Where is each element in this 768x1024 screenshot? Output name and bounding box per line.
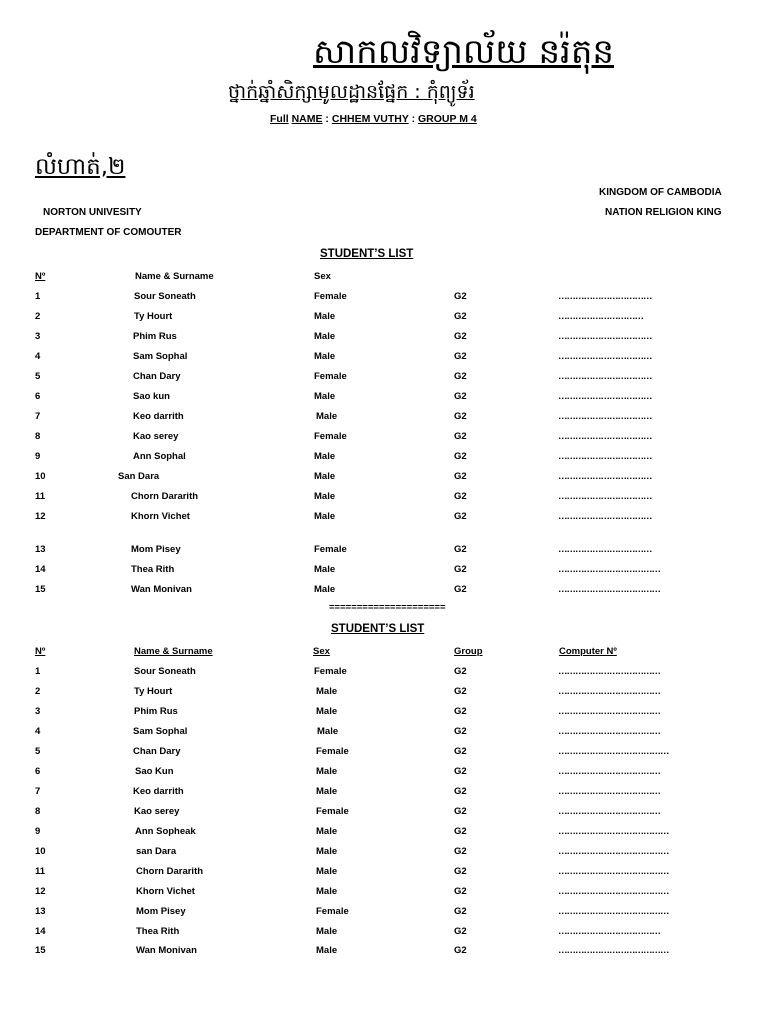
list1-row-number: 4 [35, 351, 41, 362]
list1-row-number: 11 [35, 491, 46, 502]
list1-row-number: 9 [35, 451, 41, 462]
list1-student-sex: Male [314, 511, 336, 522]
list2-student-sex: Female [316, 906, 349, 917]
list2-row-number: 14 [35, 926, 46, 937]
list2-student-name: Ty Hourt [134, 686, 173, 697]
list1-student-sex: Female [314, 371, 347, 382]
list2-student-group: G2 [454, 826, 467, 837]
list2-student-sex: Male [316, 686, 338, 697]
list1-computer-number-blank: ………………………… [558, 311, 643, 322]
list1-computer-number-blank: ……………………………… [558, 584, 660, 595]
list2-row-number: 6 [35, 766, 41, 777]
list2-student-sex: Male [316, 786, 338, 797]
list1-student-name: Mom Pisey [131, 544, 181, 555]
list1-row-number: 3 [35, 331, 41, 342]
list2-computer-number-blank: ………………………………… [558, 886, 669, 897]
list2-computer-number-blank: ……………………………… [558, 786, 660, 797]
list2-student-group: G2 [454, 666, 467, 677]
list1-student-sex: Male [314, 391, 336, 402]
list1-student-name: Phim Rus [133, 331, 177, 342]
list1-student-group: G2 [454, 471, 467, 482]
list1-student-name: Keo darrith [133, 411, 184, 422]
list1-student-sex: Male [314, 311, 336, 322]
list2-student-group: G2 [454, 926, 467, 937]
list2-student-name: Phim Rus [134, 706, 178, 717]
list2-student-sex: Male [316, 926, 338, 937]
list2-row-number: 7 [35, 786, 41, 797]
list1-row-number: 1 [35, 291, 41, 302]
list1-computer-number-blank: …………………………… [558, 351, 652, 362]
list1-student-name: Sao kun [133, 391, 170, 402]
list1-row-number: 6 [35, 391, 41, 402]
list1-student-sex: Female [314, 544, 347, 555]
list1-student-group: G2 [454, 291, 467, 302]
list1-student-name: Ty Hourt [134, 311, 173, 322]
list2-student-sex: Female [316, 806, 349, 817]
list2-student-name: Sao Kun [135, 766, 174, 777]
list2-student-name: Chorn Dararith [136, 866, 204, 877]
list2-student-group: G2 [454, 686, 467, 697]
list2-computer-number-blank: ………………………………… [558, 866, 669, 877]
list1-student-name: Wan Monivan [131, 584, 192, 595]
list2-student-group: G2 [454, 766, 467, 777]
list1-student-group: G2 [454, 411, 467, 422]
list1-computer-number-blank: …………………………… [558, 371, 652, 382]
list2-computer-number-blank: ……………………………… [558, 806, 660, 817]
list2-student-group: G2 [454, 746, 467, 757]
list1-student-sex: Male [314, 331, 336, 342]
list2-student-group: G2 [454, 945, 467, 956]
list2-row-number: 13 [35, 906, 46, 917]
list2-row-number: 10 [35, 846, 46, 857]
list2-student-sex: Male [317, 726, 339, 737]
university-label: NORTON UNIVESITY [43, 207, 142, 218]
list1-student-group: G2 [454, 584, 467, 595]
list2-student-name: san Dara [136, 846, 177, 857]
list2-row-number: 12 [35, 886, 46, 897]
list1-student-name: Chorn Dararith [131, 491, 199, 502]
list1-row-number: 15 [35, 584, 46, 595]
list2-student-sex: Female [314, 666, 347, 677]
list1-row-number: 2 [35, 311, 41, 322]
list1-student-group: G2 [454, 511, 467, 522]
university-title: សាកលវិទ្យាល័យ នរ៉តុន [313, 32, 615, 72]
list1-student-sex: Female [314, 291, 347, 302]
list1-student-group: G2 [454, 564, 467, 575]
full-label: Full [270, 113, 289, 125]
list1-header-name: Name & Surname [135, 271, 214, 282]
list2-computer-number-blank: ……………………………… [558, 706, 660, 717]
name-value: CHHEM VUTHY [331, 113, 409, 125]
list1-student-group: G2 [454, 451, 467, 462]
list2-row-number: 2 [35, 686, 41, 697]
list2-computer-number-blank: ……………………………… [558, 666, 660, 677]
list2-computer-number-blank: ………………………………… [558, 906, 669, 917]
list1-row-number: 14 [35, 564, 46, 575]
list2-student-name: Thea Rith [136, 926, 180, 937]
list2-student-group: G2 [454, 906, 467, 917]
list2-header-sex: Sex [313, 646, 330, 657]
list1-student-sex: Male [314, 471, 336, 482]
list2-student-name: Sam Sophal [133, 726, 188, 737]
list2-row-number: 1 [35, 666, 41, 677]
student-name-line: Full NAME : CHHEM VUTHY : GROUP M 4 [270, 113, 477, 125]
list2-student-group: G2 [454, 806, 467, 817]
list2-row-number: 4 [35, 726, 41, 737]
list1-student-group: G2 [454, 311, 467, 322]
list1-computer-number-blank: …………………………… [558, 411, 652, 422]
list2-title: STUDENT’S LIST [331, 623, 425, 635]
list1-student-sex: Female [314, 431, 347, 442]
list1-computer-number-blank: …………………………… [558, 511, 652, 522]
list2-header-no: Nº [35, 646, 46, 657]
department-label: DEPARTMENT OF COMOUTER [35, 227, 182, 238]
list2-row-number: 5 [35, 746, 41, 757]
list2-student-name: Kao serey [134, 806, 180, 817]
list2-student-sex: Male [316, 766, 338, 777]
list1-student-name: Sour Soneath [134, 291, 196, 302]
list2-student-name: Ann Sopheak [135, 826, 196, 837]
motto-label: NATION RELIGION KING [605, 207, 722, 218]
list1-student-group: G2 [454, 544, 467, 555]
list1-student-sex: Male [314, 491, 336, 502]
list1-student-sex: Male [314, 584, 336, 595]
list2-computer-number-blank: ………………………………… [558, 826, 669, 837]
list2-student-group: G2 [454, 706, 467, 717]
list1-row-number: 8 [35, 431, 41, 442]
kingdom-label: KINGDOM OF CAMBODIA [599, 187, 722, 198]
list1-student-group: G2 [454, 351, 467, 362]
list1-row-number: 5 [35, 371, 41, 382]
list1-student-name: Khorn Vichet [131, 511, 190, 522]
list1-computer-number-blank: ……………………………… [558, 564, 660, 575]
list1-computer-number-blank: …………………………… [558, 331, 652, 342]
name-label: NAME [291, 113, 323, 125]
list1-row-number: 13 [35, 544, 46, 555]
list2-student-sex: Female [316, 746, 349, 757]
list1-header-sex: Sex [314, 271, 331, 282]
list2-computer-number-blank: ……………………………… [558, 926, 660, 937]
list1-student-name: Chan Dary [133, 371, 181, 382]
list1-computer-number-blank: …………………………… [558, 471, 652, 482]
list2-student-name: Khorn Vichet [136, 886, 195, 897]
list2-row-number: 8 [35, 806, 41, 817]
list1-student-name: Sam Sophal [133, 351, 188, 362]
list2-computer-number-blank: ……………………………… [558, 766, 660, 777]
list2-student-sex: Male [316, 945, 338, 956]
list1-computer-number-blank: …………………………… [558, 491, 652, 502]
list1-title: STUDENT’S LIST [320, 248, 414, 260]
list2-header-group: Group [454, 646, 483, 657]
list2-student-name: Chan Dary [133, 746, 181, 757]
list1-row-number: 7 [35, 411, 41, 422]
list1-student-sex: Male [314, 564, 336, 575]
list2-student-name: Wan Monivan [136, 945, 197, 956]
list2-student-name: Mom Pisey [136, 906, 186, 917]
list2-student-group: G2 [454, 786, 467, 797]
list2-computer-number-blank: ……………………………… [558, 726, 660, 737]
list2-student-sex: Male [316, 826, 338, 837]
separator: ===================== [329, 602, 446, 613]
list2-row-number: 9 [35, 826, 41, 837]
list2-header-name: Name & Surname [134, 646, 213, 657]
list2-computer-number-blank: ………………………………… [558, 746, 669, 757]
list2-student-sex: Male [316, 706, 338, 717]
list1-student-sex: Male [314, 351, 336, 362]
list2-computer-number-blank: ……………………………… [558, 686, 660, 697]
list1-student-name: San Dara [118, 471, 160, 482]
list1-student-group: G2 [454, 371, 467, 382]
list1-student-name: Thea Rith [131, 564, 175, 575]
list1-computer-number-blank: …………………………… [558, 291, 652, 302]
list1-student-group: G2 [454, 331, 467, 342]
list2-row-number: 11 [35, 866, 46, 877]
list2-student-group: G2 [454, 846, 467, 857]
list2-student-group: G2 [454, 866, 467, 877]
list1-header-no: Nº [35, 271, 46, 282]
list2-student-group: G2 [454, 726, 467, 737]
list1-student-name: Kao serey [133, 431, 179, 442]
list2-student-name: Sour Soneath [134, 666, 196, 677]
list2-computer-number-blank: ………………………………… [558, 846, 669, 857]
list2-student-sex: Male [316, 846, 338, 857]
list1-row-number: 12 [35, 511, 46, 522]
list1-student-group: G2 [454, 391, 467, 402]
list1-student-group: G2 [454, 431, 467, 442]
list1-computer-number-blank: …………………………… [558, 544, 652, 555]
list1-row-number: 10 [35, 471, 46, 482]
lesson-title: លំហាត់,២ [35, 154, 126, 180]
list2-computer-number-blank: ………………………………… [558, 945, 669, 956]
list2-header-computer: Computer Nº [559, 646, 617, 657]
list2-row-number: 3 [35, 706, 41, 717]
list1-student-name: Ann Sophal [133, 451, 186, 462]
list2-student-name: Keo darrith [133, 786, 184, 797]
list1-student-sex: Male [316, 411, 338, 422]
list1-computer-number-blank: …………………………… [558, 451, 652, 462]
list2-row-number: 15 [35, 945, 46, 956]
class-subtitle: ថ្នាក់ឆ្នាំសិក្សាមូលដ្ឋានផ្នែក : កុំព្យូទ័រ [228, 81, 475, 103]
list1-computer-number-blank: …………………………… [558, 391, 652, 402]
group-value: GROUP M 4 [418, 113, 477, 125]
list1-computer-number-blank: …………………………… [558, 431, 652, 442]
list2-student-sex: Male [316, 866, 338, 877]
list2-student-group: G2 [454, 886, 467, 897]
list1-student-sex: Male [314, 451, 336, 462]
list2-student-sex: Male [316, 886, 338, 897]
list1-student-group: G2 [454, 491, 467, 502]
